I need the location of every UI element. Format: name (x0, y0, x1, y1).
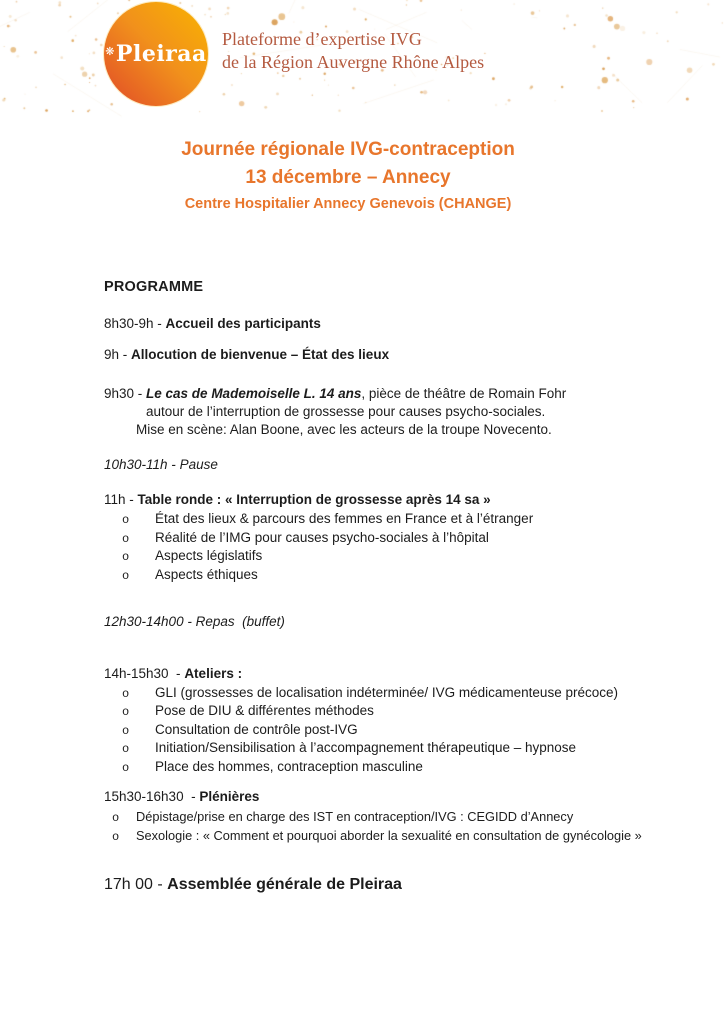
item-time: 17h 00 - (104, 876, 168, 893)
page-title-venue: Centre Hospitalier Annecy Genevois (CHANGE) (184, 196, 512, 212)
bullet-marker: o (122, 569, 130, 583)
bullet-marker: o (122, 687, 130, 701)
bullet-marker: o (122, 532, 130, 546)
item-time: 8h30-9h - (104, 316, 166, 331)
list-item: o Initiation/Sensibilisation à l’accompagnement thérapeutique – hypnose (104, 740, 576, 756)
item-title: Pause (179, 457, 218, 472)
item-time: 10h30-11h - (104, 457, 180, 472)
item-time: 11h - (104, 492, 138, 507)
schedule-item-assemblee (104, 876, 402, 894)
list-item: o Aspects éthiques (104, 567, 258, 583)
item-time: 9h - (104, 347, 132, 362)
item-time: 15h30-16h30 - (104, 789, 200, 804)
item-time: 9h30 - (104, 386, 147, 401)
logo-text: ❋Pleiraa (105, 41, 207, 67)
bullet-marker: o (122, 513, 130, 527)
programme-heading: PROGRAMME (104, 279, 204, 295)
flower-icon: ❋ (105, 45, 115, 58)
schedule-item-allocution (104, 347, 389, 362)
page-title-date: 13 décembre – Annecy (245, 167, 451, 188)
schedule-item-plenieres (104, 789, 259, 804)
list-item: o Dépistage/prise en charge des IST en contraception/IVG : CEGIDD d’Annecy (104, 809, 573, 825)
list-item: o Réalité de l’IMG pour causes psycho-sociales à l’hôpital (104, 530, 489, 546)
item-title: Allocution de bienvenue – État des lieux (131, 347, 390, 362)
bullet-marker: o (122, 761, 130, 775)
item-title: Repas (buffet) (195, 614, 285, 629)
bullet-marker: o (122, 705, 130, 719)
item-description: , pièce de théâtre de Romain Fohr (361, 386, 567, 401)
schedule-item-accueil (104, 316, 321, 331)
schedule-item-pause (104, 457, 218, 472)
item-title: Plénières (199, 789, 260, 804)
list-item: o Place des hommes, contraception masculine (104, 759, 423, 775)
item-title: Ateliers : (184, 666, 243, 681)
bullet-marker: o (122, 742, 130, 756)
bullet-marker: o (122, 724, 130, 738)
pleiraa-logo (104, 2, 208, 106)
schedule-item-table-ronde (104, 492, 491, 507)
schedule-item-theatre-line2: autour de l’interruption de grossesse pour causes psycho-sociales. (146, 404, 546, 419)
org-subtitle (222, 28, 484, 74)
item-title: Accueil des participants (165, 316, 321, 331)
org-subtitle-line2: de la Région Auvergne Rhône Alpes (222, 52, 485, 72)
list-item: o Aspects législatifs (104, 548, 262, 564)
list-item: o GLI (grossesses de localisation indéterminée/ IVG médicamenteuse précoce) (104, 685, 618, 701)
bullet-marker: o (122, 550, 130, 564)
schedule-item-repas (104, 614, 285, 629)
schedule-item-ateliers (104, 666, 242, 681)
item-time: 12h30-14h00 - (104, 614, 196, 629)
org-subtitle-line1: Plateforme d’expertise IVG (222, 29, 422, 49)
item-title: Table ronde : « Interruption de grossesse après 14 sa » (137, 492, 491, 507)
bullet-marker: o (112, 830, 120, 844)
schedule-item-theatre (104, 386, 566, 401)
schedule-item-theatre-line3: Mise en scène: Alan Boone, avec les acteurs de la troupe Novecento. (136, 422, 552, 437)
item-title: Assemblée générale de Pleiraa (167, 876, 402, 893)
list-item: o Sexologie : « Comment et pourquoi aborder la sexualité en consultation de gynécologie » (104, 828, 642, 844)
list-item: o État des lieux & parcours des femmes en France et à l’étranger (104, 511, 533, 527)
list-item: o Pose de DIU & différentes méthodes (104, 703, 374, 719)
list-item: o Consultation de contrôle post-IVG (104, 722, 358, 738)
item-time: 14h-15h30 - (104, 666, 185, 681)
bullet-marker: o (112, 811, 120, 825)
page-title: Journée régionale IVG-contraception (181, 139, 515, 160)
item-title: Le cas de Mademoiselle L. 14 ans (146, 386, 362, 401)
